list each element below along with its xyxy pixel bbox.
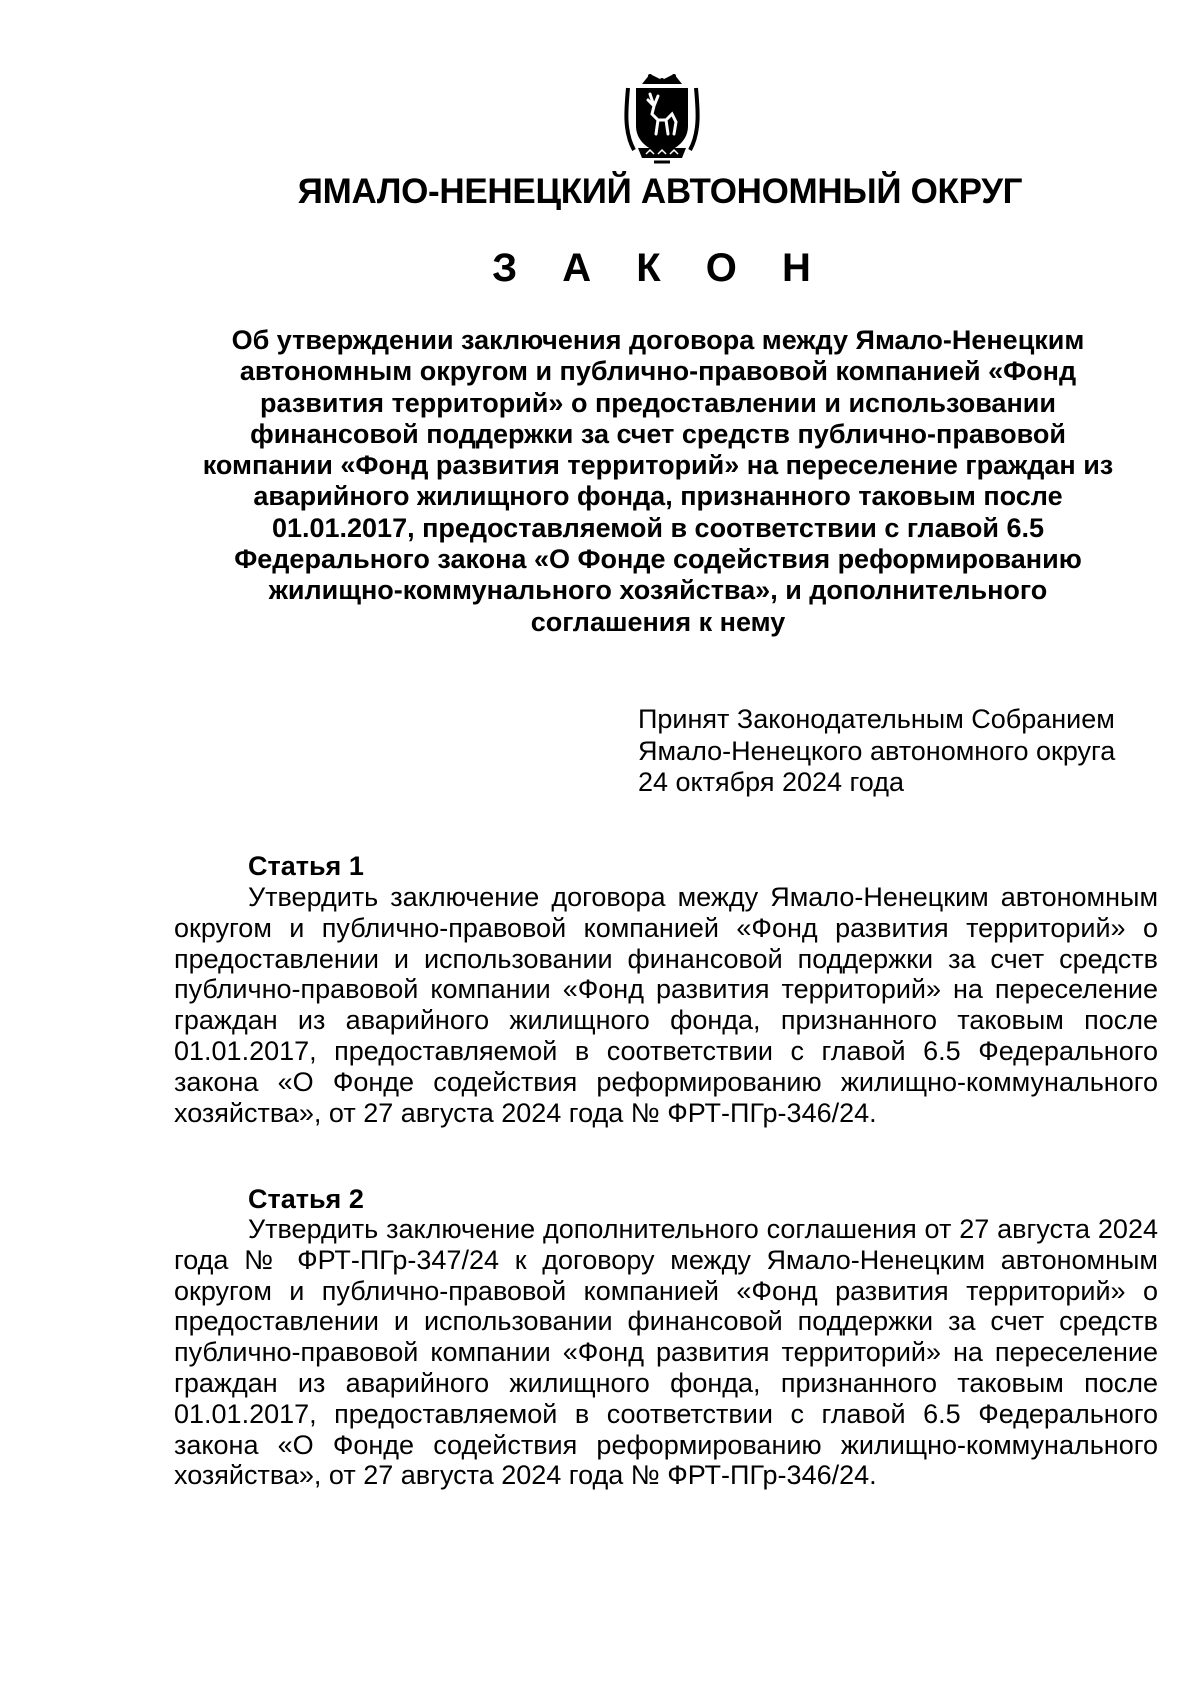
adoption-line-2: Ямало-Ненецкого автономного округа [638, 735, 1116, 766]
document-type: З А К О Н [492, 246, 828, 290]
adoption-note [638, 704, 1158, 799]
article-2-title: Статья 2 [248, 1184, 364, 1214]
document-title: Об утверждении заключения договора между Ямало-Ненецким автономным округом и публично-правовой компанией «Фонд развития территорий» о предоставлении и использовании финансовой поддержки за счет средств публично-правовой компании «Фонд развития территорий» на переселение граждан из аварийного жилищного фонда, признанного таковым после 01.01.2017, предоставляемой в соответствии с главой 6.5 Федерального закона «О Фонде содействия реформированию жилищно-коммунального хозяйства», и дополнительного соглашения к нему [202, 325, 1114, 637]
article-2-text: Утвердить заключение дополнительного соглашения от 27 августа 2024 года № ФРТ-ПГр-347/24 к договору между Ямало-Ненецким автономным округом и публично-правовой компанией «Фонд развития территорий» о предоставлении и использовании финансовой поддержки за счет средств публично-правовой компании «Фонд развития территорий» на переселение граждан из аварийного жилищного фонда, признанного таковым после 01.01.2017, предоставляемой в соответствии с главой 6.5 Федерального закона «О Фонде содействия реформированию жилищно-коммунального хозяйства», от 27 августа 2024 года № ФРТ-ПГр-346/24. [174, 1214, 1158, 1491]
adoption-line-1: Принят Законодательным Собранием [638, 704, 1115, 734]
region-title: ЯМАЛО-НЕНЕЦКИЙ АВТОНОМНЫЙ ОКРУГ [297, 172, 1023, 211]
article-1-title: Статья 1 [248, 851, 364, 881]
adoption-line-3: 24 октября 2024 года [638, 767, 904, 797]
coat-of-arms-icon [620, 70, 704, 166]
article-1-text: Утвердить заключение договора между Ямало-Ненецким автономным округом и публично-правовой компанией «Фонд развития территорий» о предоставлении и использовании финансовой поддержки за счет средств публично-правовой компании «Фонд развития территорий» на переселение граждан из аварийного жилищного фонда, признанного таковым после 01.01.2017, предоставляемой в соответствии с главой 6.5 Федерального закона «О Фонде содействия реформированию жилищно-коммунального хозяйства», от 27 августа 2024 года № ФРТ-ПГр-346/24. [174, 882, 1158, 1128]
